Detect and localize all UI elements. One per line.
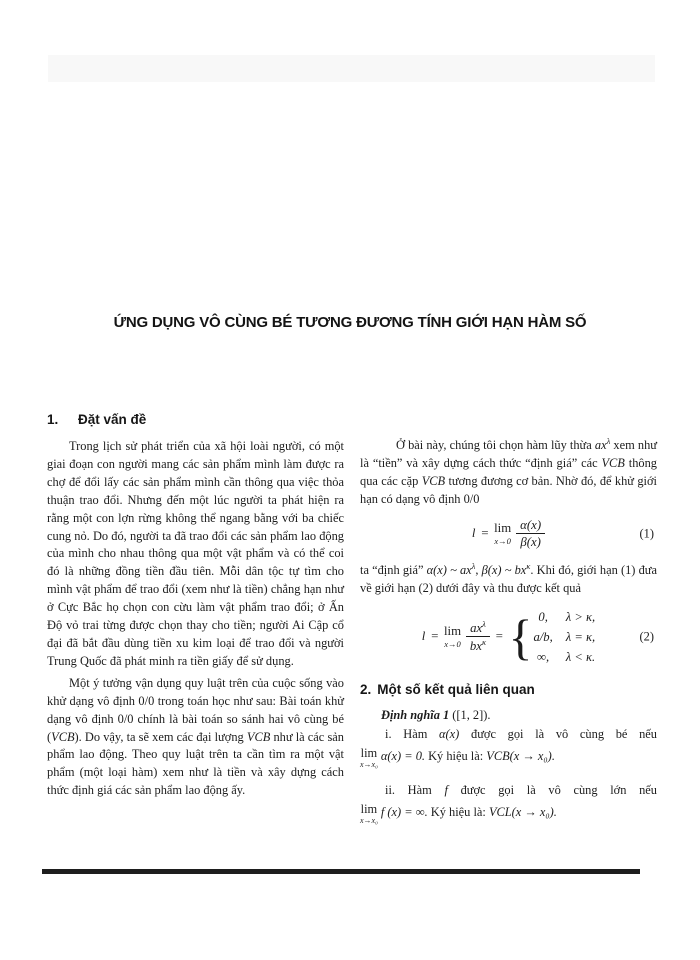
- equation-number: (2): [639, 629, 654, 644]
- math-run: α(x): [439, 726, 460, 741]
- definition-item-i-line1: [360, 725, 657, 743]
- equals-sign: =: [430, 629, 439, 644]
- text-run: Ký hiệu là:: [427, 804, 489, 819]
- definition-heading: [360, 707, 657, 725]
- fraction-numerator: α(x): [516, 518, 545, 535]
- two-column-layout: [47, 412, 657, 825]
- section-1-heading: [47, 412, 344, 427]
- vcb-abbrev: VCB: [51, 729, 75, 744]
- definition-label: Định nghĩa 1: [381, 707, 450, 722]
- cases-grid: [534, 608, 596, 666]
- limit-operator: [444, 625, 461, 648]
- text-run: ii. Hàm: [385, 782, 445, 797]
- fraction: [466, 620, 490, 654]
- paragraph-approach: [360, 433, 657, 509]
- definition-item-i-line2: [360, 747, 657, 769]
- math-run: ax: [470, 620, 483, 635]
- lim-word: lim: [360, 746, 378, 761]
- case-value: 0,: [538, 609, 548, 624]
- section-2-heading: [360, 682, 657, 697]
- left-brace: {: [508, 608, 533, 665]
- text-run: xem như là “tiền” và xây dựng cách thức “định giá” các: [360, 438, 657, 470]
- superscript-kappa: κ: [481, 637, 487, 648]
- piecewise-cases: [509, 608, 596, 666]
- text-run: thông qua các cặp: [360, 455, 657, 488]
- paragraph-history: Trong lịch sử phát triển của xã hội loài người, có một giai đoạn con người mang các sản phẩm mình làm được ra chợ để đổi lấy các sản phẩm mình cần thông qua việc thỏa thuận trao đổi. Nhưng đến một lúc người ta phát hiện ra rằng một con lợn rừng không thể ngang bằng với ba chiếc cung nỏ. Do đó, người ta đã trao đổi các sản phẩm lao động của mình cho nhau thông qua một vật phẩm và có thể coi đó là những đồng tiền đầu tiên. Mỗi dân tộc tự tìm cho mình vật phẩm để trao đổi (xem như là tiền) chẳng hạn như ở Cực Bắc họ chọn con cừu làm vật phẩm trao đổi; ở Ấn Độ vỏ trai từng được chọn thay cho tiền; người Ai Cập cổ đại đã bắt đầu dùng tiền xu kim loại để trao đổi và người Trung Quốc đã phát minh ra tiền giấy để sử dụng.: [47, 439, 344, 668]
- text-run: ,: [475, 563, 482, 578]
- definition-item-ii: [360, 781, 657, 825]
- fraction-numerator: [466, 620, 490, 638]
- text-run: như là các sản phẩm lao động. Theo quy luật trên ta cần tìm ra một vật phẩm (một loại hàm) xem như là tiền và xây dựng cách thức định giá các sản phẩm lao động ấy.: [47, 729, 344, 798]
- text-run: Ký hiệu là:: [425, 748, 487, 763]
- case-value: ∞,: [537, 649, 550, 664]
- definition-item-ii-line1: [360, 781, 657, 799]
- lim-subscript: x→0: [444, 638, 461, 649]
- section-2-title: Một số kết quả liên quan: [377, 681, 535, 697]
- definition-reference: ([1, 2]).: [449, 707, 491, 722]
- definition-item-i: [360, 725, 657, 769]
- math-run: ax: [594, 438, 607, 452]
- math-run: α(x) = 0.: [380, 748, 425, 763]
- math-run: bx: [469, 639, 482, 654]
- display-formula-1: [360, 518, 657, 550]
- math-lhs: l: [471, 526, 476, 541]
- case-condition: λ > κ,: [565, 609, 596, 624]
- left-column: [47, 412, 344, 825]
- fraction: [516, 518, 545, 550]
- superscript-kappa: κ: [526, 561, 531, 572]
- paragraph-idea: [47, 675, 344, 800]
- math-run: α(x) ~ ax: [426, 563, 472, 578]
- text-run: được gọi là vô cùng lớn nếu: [447, 782, 658, 797]
- page-bottom-rule: [42, 869, 640, 874]
- fraction-denominator: β(x): [520, 535, 541, 550]
- superscript-lambda: λ: [482, 618, 486, 629]
- vcb-abbrev: VCB: [246, 729, 271, 744]
- lim-subscript: x→0: [494, 535, 511, 546]
- lim-word: lim: [494, 521, 512, 536]
- text-run: Ở bài này, chúng tôi chọn hàm lũy thừa: [396, 438, 595, 452]
- text-run: Một ý tưởng vận dụng quy luật trên của cuộc sống vào khử dạng vô định 0/0 trong toán học như sau: Bài toán khử dạng vô định 0/0 chính là bài toán so sánh hai vô cùng bé (: [47, 675, 344, 744]
- paper-title: ỨNG DỤNG VÔ CÙNG BÉ TƯƠNG ĐƯƠNG TÍNH GIỚI HẠN HÀM SỐ: [113, 314, 587, 331]
- page-top-shadow-band: [48, 55, 655, 82]
- equation-number: (1): [639, 526, 654, 541]
- definition-item-ii-line2: [360, 803, 657, 825]
- section-1-title: Đặt vấn đề: [78, 412, 147, 427]
- text-run: ). Do vậy, ta sẽ xem các đại lượng: [74, 729, 247, 744]
- math-run: β(x) ~ bx: [481, 563, 527, 578]
- vcb-abbrev: VCB: [601, 455, 625, 470]
- paragraph-pricing: [360, 558, 657, 598]
- superscript-lambda: λ: [606, 436, 611, 446]
- lim-subscript: x→x₀: [360, 815, 378, 825]
- text-run: . Khi đó, giới hạn (1) đưa về giới hạn (2) dưới đây và thu được kết quả: [360, 563, 657, 595]
- lim-word: lim: [444, 624, 462, 639]
- equals-sign: =: [480, 526, 490, 541]
- case-condition: λ = κ,: [565, 629, 596, 644]
- section-1-number: 1.: [47, 412, 59, 427]
- math-run: VCL(x → x₀).: [488, 804, 557, 819]
- superscript-lambda: λ: [471, 561, 476, 572]
- limit-operator: [360, 803, 378, 824]
- section-2-number: 2.: [360, 681, 372, 697]
- case-condition: λ < κ.: [565, 649, 596, 664]
- math-run: f (x) = ∞.: [380, 804, 428, 819]
- display-formula-2: [360, 608, 657, 666]
- equals-sign: =: [494, 629, 504, 644]
- math-run: f: [444, 782, 448, 797]
- case-value: a/b,: [533, 629, 553, 644]
- text-run: ta “định giá”: [360, 563, 427, 578]
- lim-word: lim: [360, 802, 378, 817]
- formula-1-body: [472, 518, 545, 550]
- fraction-denominator: [466, 637, 490, 654]
- lim-subscript: x→x₀: [360, 759, 378, 769]
- math-run: VCB(x → x₀).: [486, 748, 555, 763]
- text-run: được gọi là vô cùng bé nếu: [459, 726, 657, 741]
- limit-operator: [360, 747, 378, 768]
- math-lhs: l: [421, 629, 426, 644]
- right-column: [360, 412, 657, 825]
- limit-operator: [494, 522, 511, 545]
- vcb-abbrev: VCB: [421, 473, 446, 488]
- text-run: i. Hàm: [385, 726, 440, 741]
- text-run: tương đương cơ bản. Nhờ đó, để khử giới hạn có dạng vô định 0/0: [360, 473, 657, 506]
- formula-2-body: [422, 608, 595, 666]
